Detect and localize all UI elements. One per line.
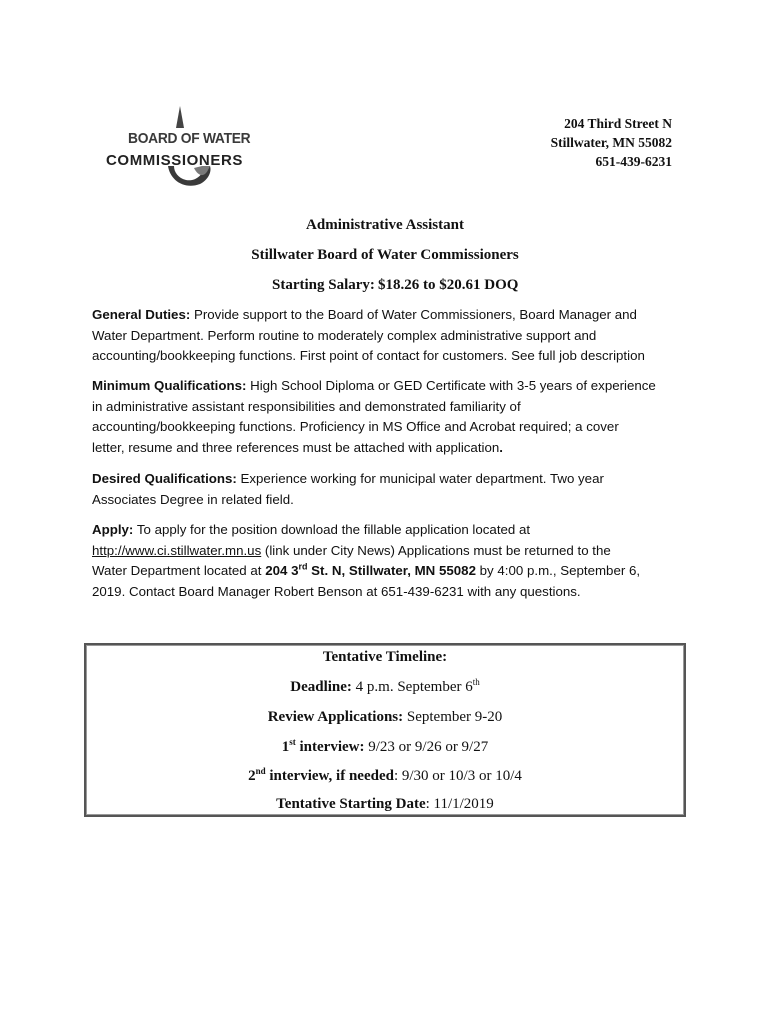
minimum-qualifications-text-1: High School Diploma or GED Certificate with 3-5 years of experience [246, 378, 656, 393]
salary-label: Starting Salary: [272, 277, 375, 293]
desired-qualifications-label: Desired Qualifications: [92, 471, 237, 486]
general-duties-text-1: Provide support to the Board of Water Commissioners, Board Manager and [190, 307, 637, 322]
apply-text-2: (link under City News) Applications must be returned to the [261, 542, 611, 558]
organization-name: Stillwater Board of Water Commissioners [251, 247, 519, 263]
tentative-timeline-box [84, 643, 686, 817]
city-website-link[interactable]: http://www.ci.stillwater.mn.us [92, 542, 262, 558]
minimum-qualifications-section [92, 376, 692, 458]
apply-text-1: To apply for the position download the fillable application located at [133, 522, 531, 537]
water-drop-logo-icon [104, 104, 274, 190]
timeline-deadline: Deadline: 4 p.m. September 6th [290, 677, 480, 695]
desired-qualifications-section [92, 469, 692, 510]
desired-qualifications-text-1: Experience working for municipal water department. Two year [236, 471, 604, 486]
minimum-qualifications-period: . [499, 439, 503, 455]
minimum-qualifications-text-3: accounting/bookkeeping functions. Proficiency in MS Office and Acrobat required; a cover [92, 419, 619, 434]
apply-label: Apply: [92, 522, 134, 537]
apply-address: 204 3rd St. N, Stillwater, MN 55082 [265, 561, 476, 578]
logo-text-commissioners: COMMISSIONERS [106, 152, 243, 169]
apply-text-3-post: by 4:00 p.m., September 6, [475, 563, 641, 578]
apply-text-4: 2019. Contact Board Manager Robert Benson at 651-439-6231 with any questions. [92, 583, 581, 599]
address-phone: 651-439-6231 [595, 154, 672, 169]
general-duties-section [92, 305, 692, 367]
timeline-second-interview: 2nd interview, if needed: 9/30 or 10/3 or 10/4 [248, 766, 522, 784]
apply-section [92, 520, 692, 602]
salary-value: $18.26 to $20.61 DOQ [378, 277, 519, 293]
timeline-review: Review Applications: September 9-20 [267, 709, 503, 725]
minimum-qualifications-text-4: letter, resume and three references must be attached with application [92, 439, 500, 455]
job-title: Administrative Assistant [306, 217, 464, 233]
minimum-qualifications-text-2: in administrative assistant responsibilities and demonstrated familiarity of [92, 398, 521, 414]
board-of-water-logo [104, 104, 274, 190]
apply-text-3-pre: Water Department located at [92, 563, 266, 578]
desired-qualifications-text-2: Associates Degree in related field. [92, 491, 294, 507]
minimum-qualifications-label: Minimum Qualifications: [92, 378, 247, 393]
address-block [551, 114, 672, 171]
general-duties-text-2: Water Department. Perform routine to moderately complex administrative support and [92, 327, 597, 343]
timeline-start-date: Tentative Starting Date: 11/1/2019 [276, 796, 494, 812]
address-city: Stillwater, MN 55082 [550, 135, 672, 150]
logo-text-board-of-water: BOARD OF WATER [128, 130, 251, 147]
general-duties-text-3: accounting/bookkeeping functions. First point of contact for customers. See full job description [92, 348, 645, 363]
timeline-first-interview: 1st interview: 9/23 or 9/26 or 9/27 [281, 737, 489, 755]
general-duties-label: General Duties: [92, 307, 191, 322]
address-street: 204 Third Street N [564, 116, 672, 131]
timeline-heading: Tentative Timeline: [322, 649, 448, 665]
